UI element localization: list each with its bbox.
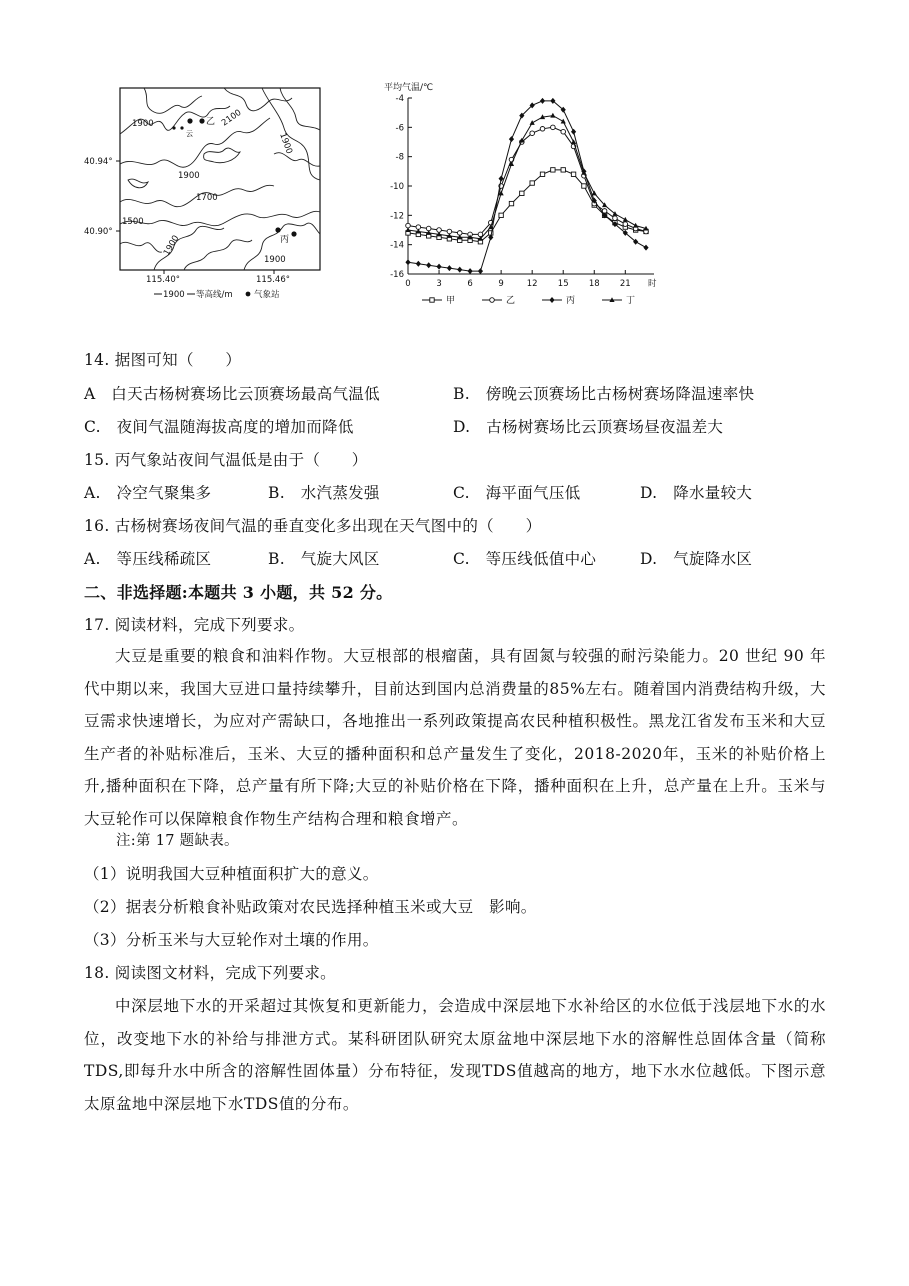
data-point: [457, 267, 462, 273]
q17-sub3: （3）分析玉米与大豆轮作对土壤的作用。: [84, 931, 379, 949]
q15-stem: 15. 丙气象站夜间气温低是由于（ ）: [84, 451, 368, 469]
station-label: 云: [186, 130, 193, 138]
data-point: [582, 184, 586, 188]
contour-label: 1700: [196, 193, 218, 203]
x-axis-label: 时: [648, 279, 657, 289]
q17-stem: 17. 阅读材料，完成下列要求。: [84, 616, 305, 634]
contour-label: 1500: [122, 217, 144, 227]
contour-label: 2100: [219, 107, 244, 129]
legend-label: 乙: [506, 296, 516, 306]
legend-label: 甲: [446, 296, 456, 306]
chart-series: [405, 98, 648, 274]
q17-note: 注:第 17 题缺表。: [116, 833, 239, 849]
series-丙: [405, 98, 648, 274]
map-legend: [154, 289, 280, 300]
data-point: [643, 245, 648, 251]
series-line: [408, 127, 646, 234]
data-point: [561, 119, 566, 124]
data-point: [405, 259, 410, 265]
q16-stem: 16. 古杨树赛场夜间气温的垂直变化多出现在天气图中的（ ）: [84, 517, 542, 535]
data-point: [447, 265, 452, 271]
latitude-label: 40.90°: [84, 227, 113, 237]
data-point: [467, 268, 472, 274]
x-tick-label: 6: [467, 279, 473, 289]
station-dot: [199, 118, 204, 123]
data-point: [561, 129, 566, 134]
q16-option-c[interactable]: C. 等压线低值中心: [453, 550, 597, 568]
data-point: [551, 125, 556, 130]
contour-label: 1900: [132, 119, 154, 129]
q18-paragraph: 中深层地下水的开采超过其恢复和更新能力，会造成中深层地下水补给区的水位低于浅层地下水的水位，改变地下水的补给与排泄方式。某科研团队研究太原盆地中深层地下水的溶解性总固体含量（简称TDS,即每升水中所含的溶解性固体量）分布特征，发现TDS值越高的地方，地下水水位越低。下图示意太原盆地中深层地下水TDS值的分布。: [84, 997, 826, 1113]
data-point: [499, 213, 503, 217]
chart-ylabel: 平均气温/℃: [384, 83, 434, 93]
q17-sub1: （1）说明我国大豆种植面积扩大的意义。: [84, 865, 379, 883]
data-point: [550, 113, 555, 118]
station-dot: [291, 231, 296, 236]
legend-marker: [430, 298, 434, 302]
data-point: [436, 264, 441, 270]
data-point: [571, 172, 575, 176]
topographic-map: [84, 84, 334, 306]
x-tick-label: 15: [557, 279, 569, 289]
q14-stem: 14. 据图可知（ ）: [84, 351, 242, 369]
latitude-label: 40.94°: [84, 157, 113, 167]
station-label: 丙: [280, 235, 290, 245]
series-甲: [406, 168, 648, 244]
data-point: [623, 222, 628, 227]
legend-contour-text: 等高线/m: [196, 290, 233, 300]
data-point: [540, 98, 545, 104]
x-tick-label: 21: [619, 279, 631, 289]
q17-sub2: （2）据表分析粮食补贴政策对农民选择种植玉米或大豆 影响。: [84, 898, 537, 916]
contour-label: 1900: [264, 255, 286, 265]
y-tick-label: -4: [395, 94, 404, 104]
longitude-label: 115.40°: [146, 275, 180, 285]
x-tick-label: 12: [526, 279, 538, 289]
q17-paragraph: 大豆是重要的粮食和油料作物。大豆根部的根瘤菌，具有固氮与较强的耐污染能力。20 世纪 90 年代中期以来，我国大豆进口量持续攀升，目前达到国内总消费量的85%左右。随着国内消费结构升级，大豆需求快速增长，为应对产需缺口，各地推出一系列政策提高农民种植积极性。黑龙江省发布玉米和大豆生产者的补贴标准后，玉米、大豆的播种面积和总产量发生了变化，2018-2020年，玉米的补贴价格上升,播种面积在下降，总产量有所下降;大豆的补贴价格在下降，播种面积在上升，总产量在上升。玉米与大豆轮作可以保障粮食作物生产结构合理和粮食增产。: [84, 647, 826, 828]
q15-option-b[interactable]: B. 水汽蒸发强: [268, 484, 380, 502]
data-point: [520, 191, 524, 195]
station-dot-small: [180, 126, 183, 129]
data-point: [478, 268, 483, 274]
data-point: [530, 131, 535, 136]
station-label: 乙: [206, 117, 216, 127]
data-point: [561, 168, 565, 172]
temperature-chart-svg: [378, 78, 668, 310]
legend-station-text: 气象站: [254, 290, 280, 300]
legend-station-icon: [246, 292, 251, 297]
q15-option-a[interactable]: A. 冷空气聚集多: [84, 484, 212, 502]
q16-option-d[interactable]: D. 气旋降水区: [640, 550, 753, 568]
data-point: [623, 217, 628, 222]
legend-label: 丁: [626, 296, 636, 306]
data-point: [571, 129, 576, 135]
q14-option-b[interactable]: B. 傍晚云顶赛场比古杨树赛场降温速率快: [453, 385, 755, 403]
data-point: [613, 216, 618, 221]
x-tick-label: 0: [405, 279, 411, 289]
q14-option-c[interactable]: C. 夜间气温随海拔高度的增加而降低: [84, 418, 354, 436]
data-point: [405, 227, 410, 232]
data-point: [530, 120, 535, 125]
x-tick-label: 9: [498, 279, 504, 289]
contour-label: 1900: [161, 233, 182, 258]
legend-contour-value: 1900: [163, 290, 185, 300]
data-point: [551, 168, 555, 172]
data-point: [633, 223, 638, 228]
q15-option-c[interactable]: C. 海平面气压低: [453, 484, 581, 502]
map-frame: [120, 88, 320, 270]
data-point: [540, 172, 544, 176]
contour-map-svg: [84, 84, 334, 306]
data-point: [530, 181, 534, 185]
data-point: [540, 127, 545, 132]
longitude-label: 115.46°: [256, 275, 290, 285]
y-tick-label: -8: [395, 152, 404, 163]
q15-option-d[interactable]: D. 降水量较大: [640, 484, 753, 502]
legend-label: 丙: [566, 296, 576, 306]
section-heading: 二、非选择题:本题共 3 小题，共 52 分。: [84, 583, 393, 602]
data-point: [426, 262, 431, 268]
chart-legend: [422, 295, 635, 306]
data-point: [416, 261, 421, 267]
q14-option-d[interactable]: D. 古杨树赛场比云顶赛场昼夜温差大: [453, 418, 724, 436]
y-tick-label: -6: [395, 123, 404, 134]
q16-option-b[interactable]: B. 气旋大风区: [268, 550, 380, 568]
station-dot: [275, 227, 280, 232]
data-point: [509, 201, 513, 205]
y-tick-label: -10: [390, 182, 404, 192]
contour-label: 1900: [178, 171, 200, 181]
temperature-chart: [378, 78, 668, 310]
x-tick-label: 3: [436, 279, 442, 289]
legend-marker: [549, 297, 554, 303]
x-tick-label: 18: [588, 279, 600, 289]
data-point: [592, 191, 597, 196]
series-line: [408, 101, 646, 271]
data-point: [509, 136, 514, 142]
legend-marker: [490, 298, 495, 303]
y-tick-label: -16: [390, 270, 404, 280]
q14-option-a[interactable]: A 白天古杨树赛场比云顶赛场最高气温低: [84, 385, 380, 403]
y-tick-label: -14: [390, 240, 404, 251]
y-tick-label: -12: [390, 211, 404, 222]
q16-option-a[interactable]: A. 等压线稀疏区: [84, 550, 212, 568]
station-dot-small: [172, 126, 175, 129]
q18-stem: 18. 阅读图文材料，完成下列要求。: [84, 964, 336, 982]
station-dot: [187, 118, 192, 123]
contour-label: 1900: [277, 131, 294, 156]
